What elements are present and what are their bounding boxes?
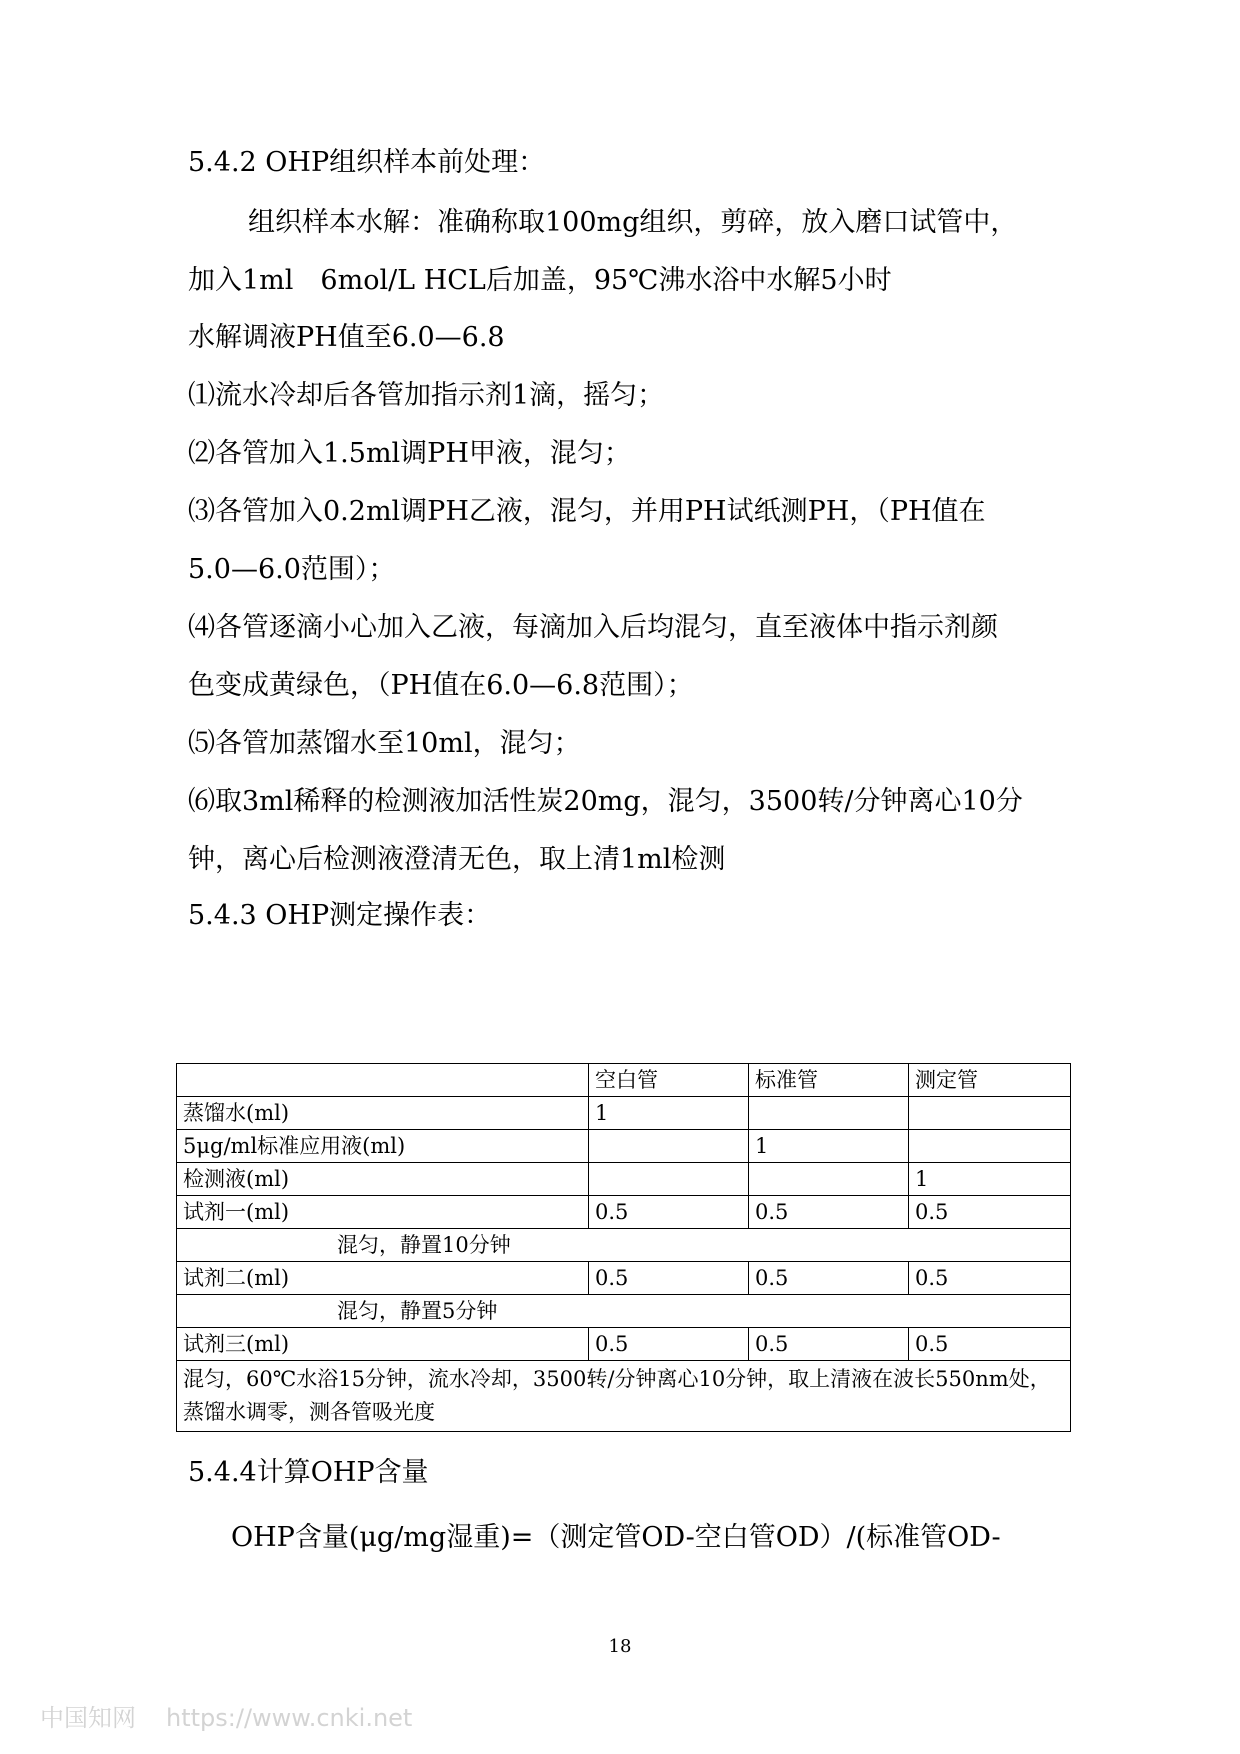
table-header-cell: 空白管 <box>589 1064 749 1097</box>
table-row <box>177 1097 1071 1130</box>
step-4-line-2: 色变成黄绿色，（PH值在6.0—6.8范围）； <box>188 670 694 701</box>
table-cell: 1 <box>909 1163 1071 1196</box>
table-header-cell: 测定管 <box>909 1064 1071 1097</box>
table-cell: 0.5 <box>909 1262 1071 1295</box>
table-cell: 检测液(ml) <box>177 1163 589 1196</box>
table-cell: 1 <box>749 1130 909 1163</box>
mix-note-1: 混匀，静置10分钟 <box>177 1229 1071 1262</box>
table-row <box>177 1130 1071 1163</box>
section-543-heading: 5.4.3 OHP测定操作表： <box>188 900 492 931</box>
table-cell: 0.5 <box>749 1262 909 1295</box>
table-cell <box>589 1130 749 1163</box>
table-cell: 0.5 <box>589 1262 749 1295</box>
mix-note-2: 混匀，静置5分钟 <box>177 1295 1071 1328</box>
table-row-final-note <box>177 1361 1071 1432</box>
table-header-cell <box>177 1064 589 1097</box>
table-cell: 0.5 <box>589 1196 749 1229</box>
table-cell <box>749 1097 909 1130</box>
table-cell: 试剂三(ml) <box>177 1328 589 1361</box>
table-row-mix-note <box>177 1295 1071 1328</box>
table-row-mix-note <box>177 1229 1071 1262</box>
step-4-line-1: ⑷各管逐滴小心加入乙液，每滴加入后均混匀，直至液体中指示剂颜 <box>188 612 998 643</box>
table-header-row <box>177 1064 1071 1097</box>
step-6-line-2: 钟，离心后检测液澄清无色，取上清1ml检测 <box>188 844 726 875</box>
step-6-line-1: ⑹取3ml稀释的检测液加活性炭20mg，混匀，3500转/分钟离心10分 <box>188 786 1023 817</box>
table-row <box>177 1163 1071 1196</box>
watermark-site: https://www.cnki.net <box>166 1704 413 1732</box>
table-cell <box>749 1163 909 1196</box>
table-row <box>177 1262 1071 1295</box>
step-5: ⑸各管加蒸馏水至10ml，混匀； <box>188 728 581 759</box>
step-3-line-1: ⑶各管加入0.2ml调PH乙液，混匀，并用PH试纸测PH，（PH值在 <box>188 496 986 527</box>
page-number: 18 <box>608 1636 632 1657</box>
table-cell: 0.5 <box>749 1196 909 1229</box>
step-1: ⑴流水冷却后各管加指示剂1滴，摇匀； <box>188 380 665 411</box>
table-cell: 0.5 <box>589 1328 749 1361</box>
step-3-line-2: 5.0—6.0范围）； <box>188 554 396 585</box>
hydrolysis-line-1: 组织样本水解：准确称取100mg组织，剪碎，放入磨口试管中， <box>248 207 1018 238</box>
table-cell: 0.5 <box>909 1328 1071 1361</box>
table-cell: 1 <box>589 1097 749 1130</box>
section-544-heading: 5.4.4计算OHP含量 <box>188 1457 429 1488</box>
table-cell: 5μg/ml标准应用液(ml) <box>177 1130 589 1163</box>
ph-adjust-line: 水解调液PH值至6.0—6.8 <box>188 322 505 353</box>
table-cell: 0.5 <box>749 1328 909 1361</box>
table-row <box>177 1196 1071 1229</box>
table-cell: 试剂二(ml) <box>177 1262 589 1295</box>
table-cell <box>589 1163 749 1196</box>
hydrolysis-line-2: 加入1ml 6mol/L HCL后加盖，95℃沸水浴中水解5小时 <box>188 265 892 296</box>
ohp-formula: OHP含量(μg/mg湿重)=（测定管OD-空白管OD）/(标准管OD- <box>231 1522 1001 1553</box>
ohp-operation-table <box>176 1063 1071 1432</box>
table-cell: 蒸馏水(ml) <box>177 1097 589 1130</box>
table-cell <box>909 1130 1071 1163</box>
final-note: 混匀，60℃水浴15分钟，流水冷却，3500转/分钟离心10分钟，取上清液在波长550nm处，蒸馏水调零，测各管吸光度 <box>177 1361 1071 1432</box>
table-cell: 0.5 <box>909 1196 1071 1229</box>
cnki-watermark <box>40 1698 412 1733</box>
step-2: ⑵各管加入1.5ml调PH甲液，混匀； <box>188 438 631 469</box>
section-542-heading: 5.4.2 OHP组织样本前处理： <box>188 147 546 178</box>
table-header-cell: 标准管 <box>749 1064 909 1097</box>
table-cell: 试剂一(ml) <box>177 1196 589 1229</box>
watermark-brand: 中国知网 <box>40 1704 136 1732</box>
table-row <box>177 1328 1071 1361</box>
table-cell <box>909 1097 1071 1130</box>
